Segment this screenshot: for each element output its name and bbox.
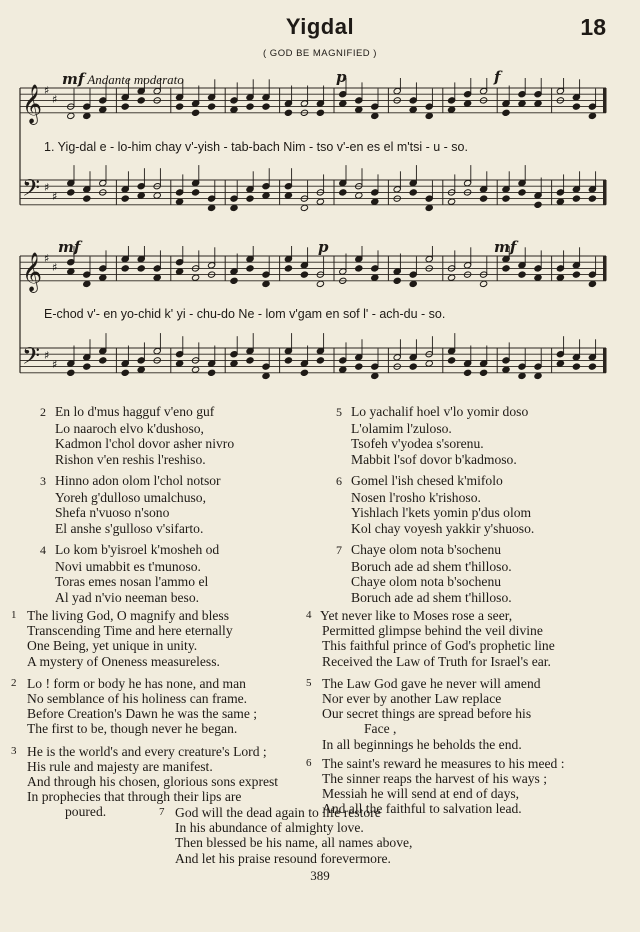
english-verse-3: 3 He is the world's and every creature's Lord ; His rule and majesty are manifest. And through his chosen, glorious sons exprest In prophecies that through their lips are poured. bbox=[11, 743, 279, 820]
note-head bbox=[83, 195, 91, 202]
key-sharp-icon: ♯ bbox=[52, 190, 58, 203]
english-verse-1: 1 The living God, O magnify and bless Transcending Time and here eternally One Being, yet unique in unity. A mystery of Oneness measureless. bbox=[11, 608, 233, 669]
note-head bbox=[556, 274, 564, 281]
key-sharp-icon: ♯ bbox=[52, 358, 58, 371]
key-sharp-icon: ♯ bbox=[44, 252, 50, 265]
note-head bbox=[230, 106, 238, 113]
note-head bbox=[246, 357, 254, 364]
note-head bbox=[425, 112, 433, 119]
key-sharp-icon: ♯ bbox=[44, 181, 50, 194]
note-head bbox=[393, 277, 401, 284]
note-head bbox=[409, 106, 417, 113]
note-head bbox=[316, 280, 324, 287]
lyrics-line-1: 1. Yig-dal e - lo-him chay v'-yish - tab-bach Nim - tso v'-en es el m'tsi - u - so. bbox=[44, 140, 468, 154]
note-head bbox=[480, 195, 488, 202]
note-head bbox=[316, 109, 324, 116]
note-head bbox=[355, 363, 363, 370]
note-head bbox=[121, 369, 129, 376]
note-head bbox=[176, 360, 184, 367]
final-barline bbox=[603, 348, 606, 373]
note-head bbox=[246, 265, 254, 272]
note-head bbox=[176, 268, 184, 275]
note-head bbox=[246, 195, 254, 202]
key-sharp-icon: ♯ bbox=[44, 349, 50, 362]
bass-clef-icon: 𝄢 bbox=[22, 174, 41, 207]
note-head bbox=[480, 369, 488, 376]
note-head bbox=[300, 369, 308, 376]
note-head bbox=[192, 274, 200, 281]
dynamic-mf-3: mf bbox=[494, 238, 517, 256]
note-head bbox=[67, 369, 75, 376]
treble-clef-icon: 𝄞 bbox=[22, 252, 43, 292]
note-head bbox=[464, 100, 472, 107]
tempo-marking: Andante moderato bbox=[87, 72, 184, 87]
note-head bbox=[480, 280, 488, 287]
note-head bbox=[371, 372, 379, 379]
note-head bbox=[153, 192, 161, 199]
hebrew-verses-left bbox=[40, 404, 234, 605]
note-head bbox=[371, 274, 379, 281]
note-head bbox=[262, 280, 270, 287]
note-head bbox=[316, 198, 324, 205]
note-head bbox=[588, 280, 596, 287]
note-head bbox=[192, 189, 200, 196]
note-head bbox=[572, 271, 580, 278]
note-head bbox=[316, 357, 324, 364]
note-head bbox=[262, 372, 270, 379]
note-head bbox=[502, 195, 510, 202]
note-head bbox=[208, 103, 216, 110]
hebrew-verses-right bbox=[336, 404, 534, 605]
lyrics-line-2: E-chod v'- en yo-chid k' yi - chu-do Ne - lom v'gam en sof l' - ach-du - so. bbox=[44, 307, 446, 321]
note-head bbox=[230, 277, 238, 284]
note-head bbox=[502, 366, 510, 373]
note-head bbox=[121, 103, 129, 110]
treble-clef-icon: 𝄞 bbox=[22, 84, 43, 124]
hebrew-verse-6: 6 Gomel l'ish chesed k'mifolo Nosen l'rosho k'rishoso. Yishlach l'kets yomin p'dus olom Kol chay voyesh yakkir y'shuoso. bbox=[336, 473, 535, 536]
note-head bbox=[284, 357, 292, 364]
note-head bbox=[99, 106, 107, 113]
note-head bbox=[300, 271, 308, 278]
english-verse-7: 7 God will the dead again to life restore In his abundance of almighty love. Then blessed be his name, all names above, And let his praise resound forevermore. bbox=[159, 805, 413, 866]
note-head bbox=[300, 204, 308, 211]
dynamic-mf-1: mf Andante moderato bbox=[62, 70, 184, 88]
english-verse-2: 2 Lo ! form or body he has none, and man No semblance of his holiness can frame. Before Creation's Dawn he was the same ; The first to be, though never he began. bbox=[11, 675, 258, 737]
note-head bbox=[153, 274, 161, 281]
note-head bbox=[67, 189, 75, 196]
note-head bbox=[230, 360, 238, 367]
note-head bbox=[121, 195, 129, 202]
note-head bbox=[99, 357, 107, 364]
note-head bbox=[83, 363, 91, 370]
note-head bbox=[371, 198, 379, 205]
note-head bbox=[556, 360, 564, 367]
note-head bbox=[572, 103, 580, 110]
note-head bbox=[67, 112, 75, 119]
note-head bbox=[176, 198, 184, 205]
note-head bbox=[572, 363, 580, 370]
note-head bbox=[502, 109, 510, 116]
note-head bbox=[355, 106, 363, 113]
final-barline bbox=[603, 88, 606, 113]
english-verse-6: 6 The saint's reward he measures to his meed : The sinner reaps the harvest of his ways ; Messiah he will send at end of days, And all the faithful to salvation lead. bbox=[306, 755, 565, 817]
note-head bbox=[192, 109, 200, 116]
english-verse-5: 5 The Law God gave he never will amend Nor ever by another Law replace Our secret things are spread before his Face , In all beginnings he beholds the end. bbox=[306, 675, 541, 752]
note-head bbox=[502, 265, 510, 272]
music-system-2 bbox=[0, 246, 640, 396]
note-head bbox=[230, 204, 238, 211]
page-number: 389 bbox=[310, 868, 330, 883]
final-barline bbox=[603, 180, 606, 205]
key-sharp-icon: ♯ bbox=[52, 93, 58, 106]
note-head bbox=[262, 192, 270, 199]
note-head bbox=[534, 201, 542, 208]
note-head bbox=[83, 112, 91, 119]
note-head bbox=[409, 280, 417, 287]
note-head bbox=[284, 192, 292, 199]
dynamic-mf-2: mf bbox=[58, 238, 81, 256]
bass-clef-icon: 𝄢 bbox=[22, 342, 41, 375]
note-head bbox=[137, 192, 145, 199]
note-head bbox=[339, 366, 347, 373]
note-head bbox=[464, 369, 472, 376]
note-head bbox=[409, 189, 417, 196]
note-head bbox=[518, 100, 526, 107]
dynamic-p-2: p bbox=[318, 238, 329, 256]
note-head bbox=[518, 189, 526, 196]
note-head bbox=[137, 265, 145, 272]
note-head bbox=[534, 274, 542, 281]
note-head bbox=[409, 363, 417, 370]
note-head bbox=[534, 100, 542, 107]
hebrew-verse-4: 4 Lo kom b'yisroel k'mosheh od Novi umabbit es t'munoso. Toras emes nosan l'ammo el Al yad n'vio neeman beso. bbox=[40, 542, 220, 605]
note-head bbox=[534, 372, 542, 379]
dynamic-p-1: p bbox=[336, 68, 347, 86]
note-head bbox=[355, 265, 363, 272]
note-head bbox=[137, 97, 145, 104]
note-head bbox=[67, 268, 75, 275]
hebrew-verse-5: 5 Lo yachalif hoel v'lo yomir doso L'olamim l'zuloso. Tsofeh v'yodea s'sorenu. Mabbit l'sof dovor b'kadmoso. bbox=[336, 404, 529, 467]
english-verse-4: 4 Yet never like to Moses rose a seer, Permitted glimpse behind the veil divine This faithful prince of God's prophetic line Received the Law of Truth for Israel's ear. bbox=[306, 608, 555, 669]
key-sharp-icon: ♯ bbox=[44, 84, 50, 97]
note-head bbox=[448, 106, 456, 113]
note-head bbox=[121, 265, 129, 272]
english-verses-left bbox=[11, 608, 305, 820]
final-barline bbox=[603, 256, 606, 281]
note-head bbox=[339, 189, 347, 196]
note-head bbox=[588, 363, 596, 370]
note-head bbox=[572, 195, 580, 202]
hymn-subtitle: ( GOD BE MAGNIFIED ) bbox=[263, 48, 377, 59]
note-head bbox=[176, 103, 184, 110]
note-head bbox=[208, 204, 216, 211]
note-head bbox=[339, 100, 347, 107]
hebrew-verse-2: 2 En lo d'mus hagguf v'eno guf Lo naaroch elvo k'dushoso, Kadmon l'chol dovor asher nivro Rishon v'en reshis l'reshiso. bbox=[40, 404, 235, 467]
note-head bbox=[284, 109, 292, 116]
note-head bbox=[137, 366, 145, 373]
note-head bbox=[448, 198, 456, 205]
note-head bbox=[448, 357, 456, 364]
hebrew-verse-7: 7 Chaye olom nota b'sochenu Boruch ade ad shem t'hilloso. Chaye olom nota b'sochenu Boruch ade ad shem t'hilloso. bbox=[336, 542, 512, 605]
note-head bbox=[284, 265, 292, 272]
note-head bbox=[425, 204, 433, 211]
note-head bbox=[518, 271, 526, 278]
note-head bbox=[556, 198, 564, 205]
note-head bbox=[518, 372, 526, 379]
note-head bbox=[588, 112, 596, 119]
note-head bbox=[246, 103, 254, 110]
hymn-number: 18 bbox=[580, 14, 606, 40]
note-head bbox=[192, 366, 200, 373]
note-head bbox=[83, 280, 91, 287]
note-head bbox=[262, 103, 270, 110]
note-head bbox=[208, 369, 216, 376]
note-head bbox=[425, 360, 433, 367]
key-sharp-icon: ♯ bbox=[52, 261, 58, 274]
note-head bbox=[355, 192, 363, 199]
note-head bbox=[588, 195, 596, 202]
note-head bbox=[448, 274, 456, 281]
note-head bbox=[371, 112, 379, 119]
dynamic-f-1: f bbox=[494, 68, 501, 86]
note-head bbox=[99, 274, 107, 281]
hebrew-verse-3: 3 Hinno adon olom l'chol notsor Yoreh g'dulloso umalchuso, Shefa n'vuoso n'sono El anshe s'gulloso v'sifarto. bbox=[40, 473, 221, 536]
hymn-title: Yigdal bbox=[285, 14, 355, 39]
english-verses-right bbox=[306, 608, 622, 817]
